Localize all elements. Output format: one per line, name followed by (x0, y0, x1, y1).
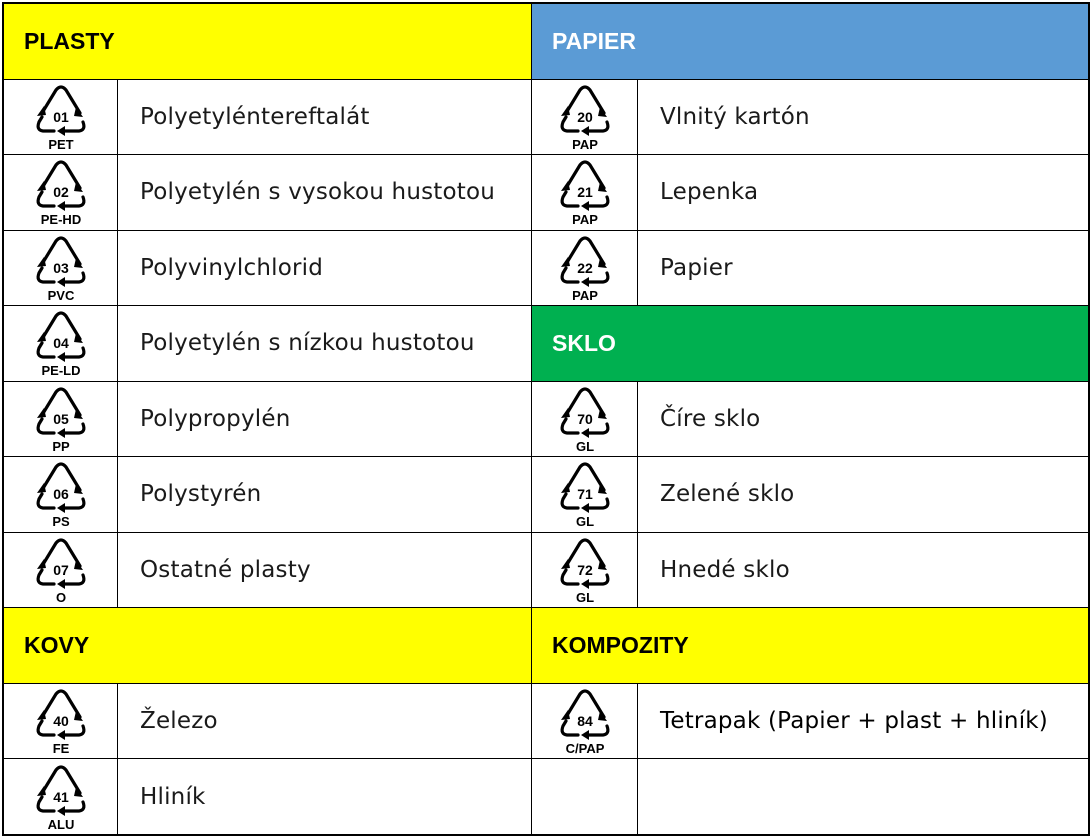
header-kompozity: KOMPOZITY (532, 608, 1088, 684)
recycle-symbol-icon (532, 231, 638, 307)
recycle-symbol-icon (532, 155, 638, 231)
svg-text:72: 72 (576, 561, 593, 578)
svg-text:41: 41 (52, 788, 69, 805)
svg-text:PS: PS (51, 514, 70, 530)
svg-text:C/PAP: C/PAP (565, 740, 604, 756)
svg-text:84: 84 (576, 712, 593, 729)
material-name: Zelené sklo (638, 457, 1088, 533)
svg-text:PE-HD: PE-HD (40, 212, 81, 228)
material-name: Železo (118, 684, 532, 760)
svg-text:03: 03 (52, 259, 69, 276)
recycle-symbol-icon (532, 684, 638, 760)
recycle-symbol-icon (4, 306, 118, 382)
svg-text:04: 04 (52, 335, 69, 352)
material-name: Polyvinylchlorid (118, 231, 532, 307)
svg-text:GL: GL (575, 589, 594, 605)
svg-text:PAP: PAP (571, 136, 598, 152)
recycle-symbol-icon (4, 155, 118, 231)
svg-text:71: 71 (576, 486, 593, 503)
svg-text:22: 22 (576, 259, 593, 276)
svg-text:FE: FE (52, 740, 69, 756)
material-name: Lepenka (638, 155, 1088, 231)
svg-text:PP: PP (51, 438, 70, 454)
header-papier: PAPIER (532, 4, 1088, 80)
material-name: Číre sklo (638, 382, 1088, 458)
svg-text:ALU: ALU (47, 816, 74, 832)
svg-text:20: 20 (576, 108, 593, 125)
material-name: Tetrapak (Papier + plast + hliník) (638, 684, 1088, 760)
header-sklo: SKLO (532, 306, 1088, 382)
svg-text:GL: GL (575, 514, 594, 530)
svg-text:PAP: PAP (571, 212, 598, 228)
recycle-symbol-icon (4, 231, 118, 307)
svg-text:O: O (55, 589, 66, 605)
svg-text:PAP: PAP (571, 287, 598, 303)
recycling-codes-table (2, 2, 1090, 836)
svg-text:02: 02 (52, 184, 69, 201)
material-name: Papier (638, 231, 1088, 307)
svg-text:PVC: PVC (47, 287, 74, 303)
empty-cell (532, 759, 638, 835)
svg-text:05: 05 (52, 410, 69, 427)
material-name: Vlnitý kartón (638, 80, 1088, 156)
svg-text:06: 06 (52, 486, 69, 503)
recycle-symbol-icon (532, 457, 638, 533)
material-name: Polyetyléntereftalát (118, 80, 532, 156)
svg-text:40: 40 (52, 712, 69, 729)
svg-text:PET: PET (47, 136, 74, 152)
recycle-symbol-icon (532, 80, 638, 156)
recycle-symbol-icon (4, 457, 118, 533)
recycle-symbol-icon (4, 533, 118, 609)
svg-text:PE-LD: PE-LD (41, 363, 80, 379)
header-plasty: PLASTY (4, 4, 532, 80)
recycle-symbol-icon (4, 684, 118, 760)
svg-text:GL: GL (575, 438, 594, 454)
svg-text:70: 70 (576, 410, 593, 427)
material-name: Ostatné plasty (118, 533, 532, 609)
svg-text:21: 21 (576, 184, 593, 201)
material-name: Polystyrén (118, 457, 532, 533)
recycle-symbol-icon (4, 759, 118, 835)
material-name: Polyetylén s nízkou hustotou (118, 306, 532, 382)
svg-text:01: 01 (52, 108, 69, 125)
recycle-symbol-icon (532, 533, 638, 609)
recycle-symbol-icon (532, 382, 638, 458)
material-name: Hliník (118, 759, 532, 835)
recycle-symbol-icon (4, 382, 118, 458)
empty-cell (638, 759, 1088, 835)
recycle-symbol-icon (4, 80, 118, 156)
material-name: Polyetylén s vysokou hustotou (118, 155, 532, 231)
svg-text:07: 07 (52, 561, 69, 578)
material-name: Hnedé sklo (638, 533, 1088, 609)
header-kovy: KOVY (4, 608, 532, 684)
material-name: Polypropylén (118, 382, 532, 458)
